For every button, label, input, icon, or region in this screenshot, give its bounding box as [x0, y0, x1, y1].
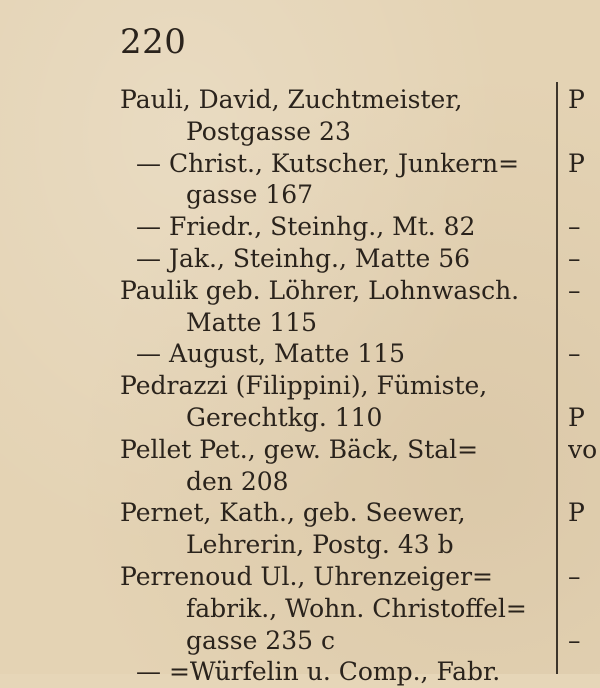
directory-column-right-fragment: [568, 84, 600, 688]
directory-line: den 208: [186, 466, 289, 496]
right-column-fragment-line: [568, 307, 600, 339]
directory-line: Pauli, David, Zuchtmeister,: [120, 85, 463, 114]
directory-line: — =Würfelin u. Comp., Fabr.: [136, 657, 501, 687]
directory-line: Paulik geb. Löhrer, Lohnwasch.: [120, 275, 520, 305]
directory-line: fabrik., Wohn. Christoffel=: [186, 593, 527, 623]
right-column-fragment-line: P: [568, 148, 585, 178]
right-column-fragment-line: –: [568, 561, 581, 591]
right-column-fragment-line: P: [568, 402, 585, 432]
right-column-fragment-line: P: [568, 85, 585, 114]
directory-line: — Christ., Kutscher, Junkern=: [136, 148, 520, 178]
column-divider: [556, 82, 558, 674]
right-column-fragment-line: vo: [568, 434, 598, 464]
directory-line: Postgasse 23: [186, 116, 351, 146]
directory-line: Perrenoud Ul., Uhrenzeiger=: [120, 561, 493, 591]
directory-line: Pernet, Kath., geb. Seewer,: [120, 498, 466, 528]
directory-line: Gerechtkg. 110: [186, 402, 383, 432]
directory-column-left: [120, 84, 550, 688]
directory-line: — August, Matte 115: [136, 339, 406, 369]
right-column-fragment-line: [568, 529, 600, 561]
right-column-fragment-line: P: [568, 498, 585, 528]
right-column-fragment-line: –: [568, 339, 581, 369]
directory-line: Pellet Pet., gew. Bäck, Stal=: [120, 434, 479, 464]
right-column-fragment-line: –: [568, 625, 581, 655]
right-column-fragment-line: –: [568, 212, 581, 242]
directory-line: Lehrerin, Postg. 43 b: [186, 530, 454, 560]
directory-line: gasse 167: [186, 180, 314, 210]
right-column-fragment-line: [568, 179, 600, 211]
directory-line: Matte 115: [186, 307, 318, 337]
right-column-fragment-line: –: [568, 243, 581, 273]
directory-line: Pedrazzi (Filippini), Fümiste,: [120, 371, 488, 401]
right-column-fragment-line: [568, 116, 600, 148]
directory-line: gasse 235 c: [186, 625, 335, 655]
right-column-fragment-line: [568, 466, 600, 498]
right-column-fragment-line: [568, 593, 600, 625]
right-column-fragment-line: –: [568, 275, 581, 305]
directory-line: — Friedr., Steinhg., Mt. 82: [136, 212, 476, 242]
directory-line: — Jak., Steinhg., Matte 56: [136, 243, 471, 273]
right-column-fragment-line: [568, 370, 600, 402]
page-number: 220: [120, 22, 187, 62]
right-column-fragment-line: [568, 656, 600, 688]
